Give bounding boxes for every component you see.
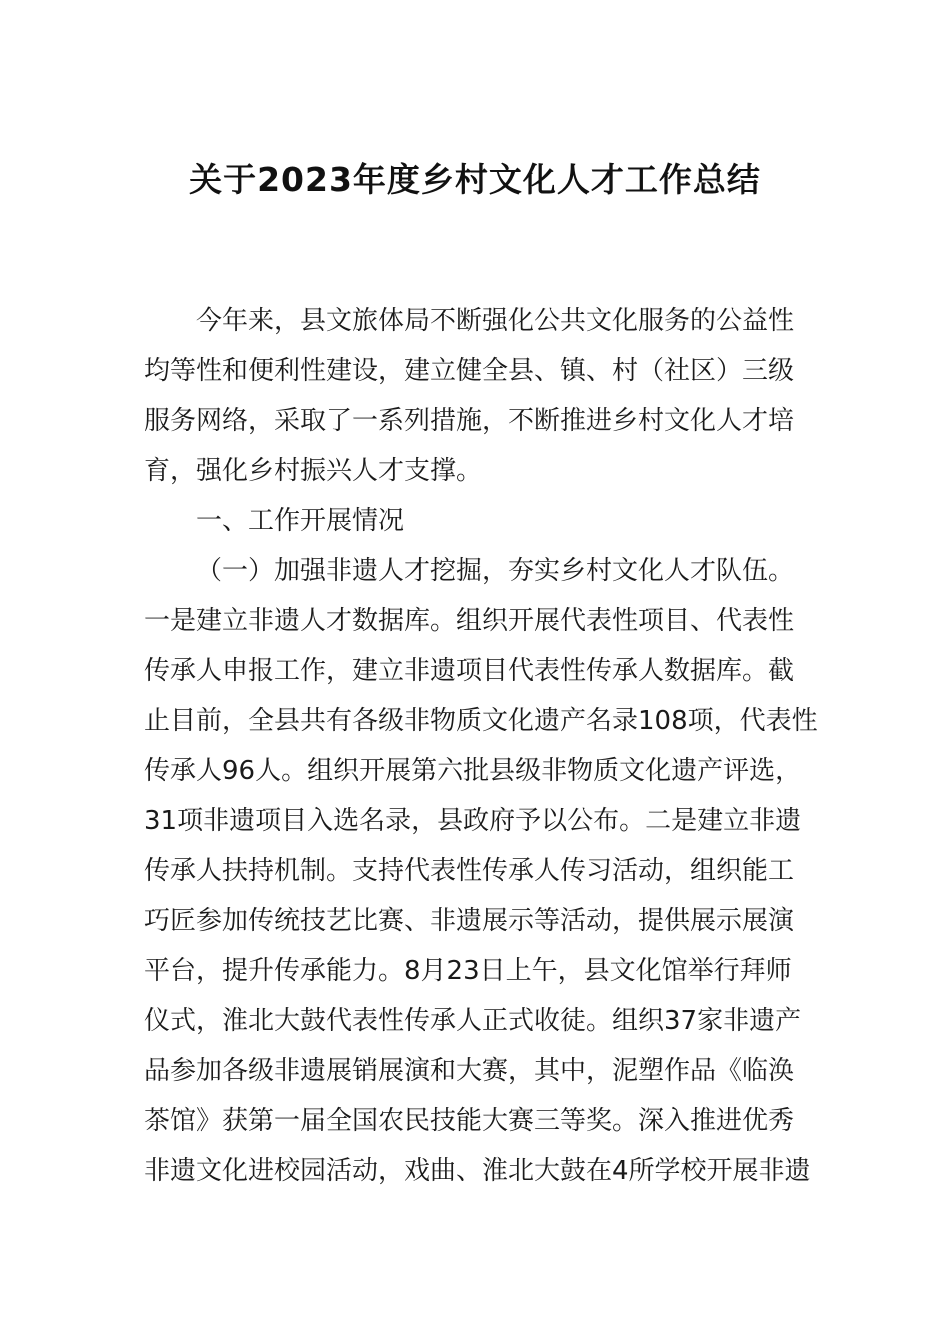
paragraph-line: 茶馆》获第一届全国农民技能大赛三等奖。深入推进优秀 <box>144 1106 795 1136</box>
paragraph-line: 传承人申报工作，建立非遗项目代表性传承人数据库。截 <box>144 656 795 686</box>
paragraph-line: 一是建立非遗人才数据库。组织开展代表性项目、代表性 <box>144 606 795 636</box>
document-title: 关于2023年度乡村文化人才工作总结 <box>189 160 761 199</box>
paragraph-line: 31项非遗项目入选名录，县政府予以公布。二是建立非遗 <box>144 806 802 836</box>
subsection-heading: （一）加强非遗人才挖掘，夯实乡村文化人才队伍。 <box>196 556 795 586</box>
paragraph-line: 育，强化乡村振兴人才支撑。 <box>144 456 483 486</box>
section-heading: 一、工作开展情况 <box>196 506 405 536</box>
paragraph-line: 今年来，县文旅体局不断强化公共文化服务的公益性 <box>196 306 795 336</box>
paragraph-line: 平台，提升传承能力。8月23日上午，县文化馆举行拜师 <box>144 956 792 986</box>
paragraph-line: 服务网络，采取了一系列措施，不断推进乡村文化人才培 <box>144 406 795 436</box>
paragraph-line: 均等性和便利性建设，建立健全县、镇、村（社区）三级 <box>144 356 795 386</box>
paragraph-line: 传承人扶持机制。支持代表性传承人传习活动，组织能工 <box>144 856 795 886</box>
paragraph-line: 巧匠参加传统技艺比赛、非遗展示等活动，提供展示展演 <box>144 906 795 936</box>
paragraph-line: 品参加各级非遗展销展演和大赛，其中，泥塑作品《临涣 <box>144 1056 795 1086</box>
document-body <box>144 296 816 1196</box>
paragraph-line: 止目前，全县共有各级非物质文化遗产名录108项，代表性 <box>144 706 818 736</box>
paragraph-line: 传承人96人。组织开展第六批县级非物质文化遗产评选， <box>144 756 802 786</box>
paragraph-line: 仪式，淮北大鼓代表性传承人正式收徒。组织37家非遗产 <box>144 1006 802 1036</box>
paragraph-line: 非遗文化进校园活动，戏曲、淮北大鼓在4所学校开展非遗 <box>144 1156 811 1186</box>
